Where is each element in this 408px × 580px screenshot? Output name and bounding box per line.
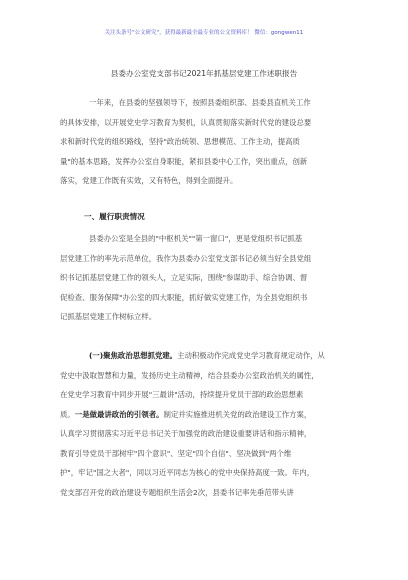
header-banner: 关注头条号"公文研究"，获得最新最全最专业的公文资料库！ 微信：gongwen11 [104,30,304,36]
document-title: 县委办公室党支部书记2021年抓基层党建工作述职报告 [110,69,298,78]
political-paragraph [60,346,360,502]
paragraph-line [60,346,360,366]
subheading-bold: (一)聚焦政治思想抓党建。 [89,351,178,360]
paragraph-line: 织书记抓基层党建工作的领头人，立足实际，围绕"参谋助手、综合协调、督 [60,273,308,282]
paragraph-line: 一年来，在县委的坚强领导下，按照县委组织部、县委县直机关工作 [89,98,311,107]
paragraph-line: 记抓基层党建工作树标立样。 [60,312,157,321]
paragraph-line: 促检查、服务保障"办公室的四大职能，抓好做实党建工作，为全县党组织书 [60,292,308,302]
paragraph-text: 质。 [60,409,75,419]
paragraph-line [60,405,360,425]
paragraph-line: 的具体安排，以开展党史学习教育为契机，认真贯彻落实新时代党的建设总要 [60,117,312,127]
paragraph-line: 求和新时代党的组织路线，坚持"政治统领、思想模范、工作主动，提高质 [60,137,300,146]
section-heading: 一、履行职责情况 [84,212,145,221]
paragraph-line: 量"的基本思路，发挥办公室自身职能，紧扣县委中心工作，突出重点，创新 [60,156,308,166]
paragraph-line: 县委办公室是全县的"中枢机关""第一窗口"，更是党组织书记抓基 [89,234,303,243]
paragraph-line: 认真学习贯彻落实习近平总书记关于加强党的政治建设重要讲话和指示精神， [60,429,312,438]
paragraph-line: 落实，党建工作既有实效，又有特色，得到全面提升。 [60,176,238,185]
duties-paragraph [60,229,360,327]
paragraph-line: 护"，牢记"国之大者"，同以习近平同志为核心的党中央保持高度一致。年内， [60,468,315,477]
emphasis-bold: 一是做最讲政治的引领者。 [74,409,164,419]
paragraph-line: 党支部召开党的政治建设专题组织生活会2次，县委书记率先垂范带头讲 [60,487,294,497]
paragraph-line: 教育引导党员干部树牢"四个意识"、坚定"四个自信"、坚决做到"两个维 [60,448,292,458]
paragraph-line: 党史中汲取智慧和力量，发扬历史主动精神，结合县委办公室政治机关的属性， [60,370,319,380]
paragraph-line: 层党建工作的率先示范单位，我作为县委办公室党支部书记必须当好全县党组 [60,253,312,263]
paragraph-text: 主动积极动作完成党史学习教育规定动作，从 [177,351,325,360]
paragraph-text: 制定并实施推进机关党的政治建设工作方案， [163,409,312,419]
intro-paragraph [60,93,360,191]
paragraph-line: 在党史学习教育中同步开展"三最讲"活动，持续提升党员干部的政治思想素 [60,390,304,399]
